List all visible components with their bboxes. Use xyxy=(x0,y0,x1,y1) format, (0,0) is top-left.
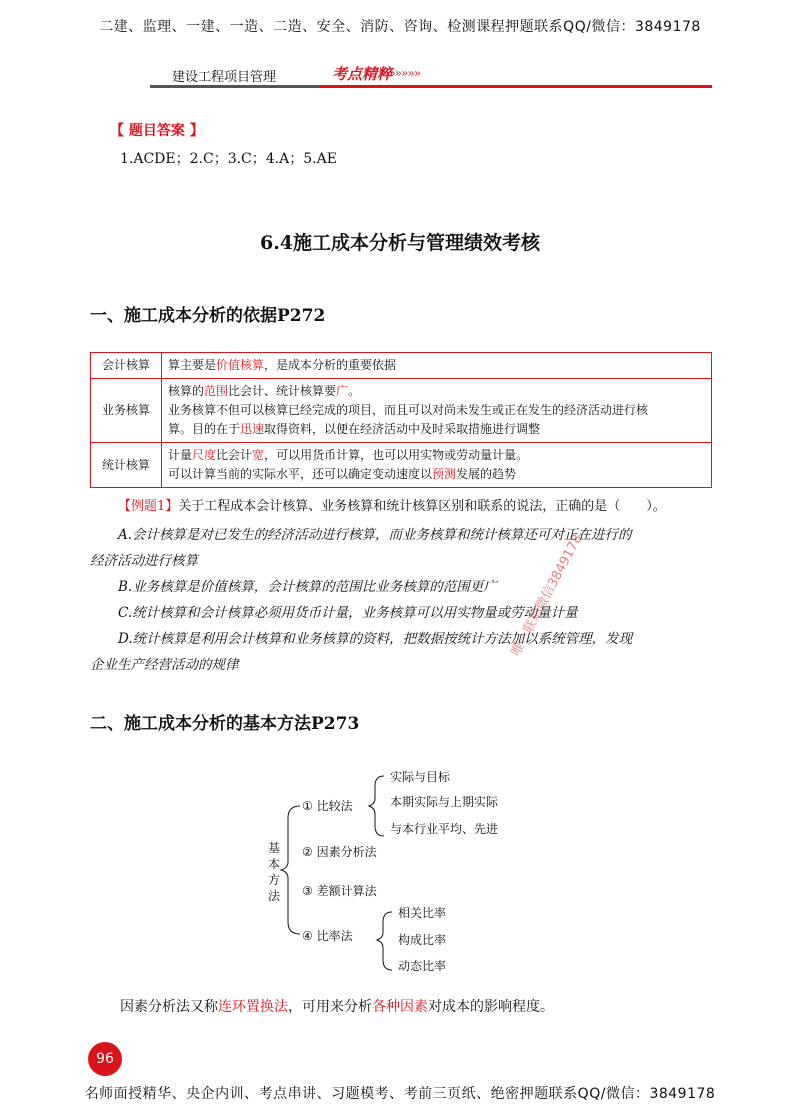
highlight-text: 迅速 xyxy=(240,422,265,436)
section-title: 6.4施工成本分析与管理绩效考核 xyxy=(259,232,541,254)
compare-sub-3: 与本行业平均、先进 xyxy=(390,822,499,836)
highlight-text: 范围 xyxy=(204,384,229,398)
content-text: 。 xyxy=(348,384,361,398)
answer-title: 【 题目答案 】 xyxy=(110,123,204,139)
content-text: 可以计算当前的实际水平，还可以确定变动速度以 xyxy=(168,467,433,481)
content-text: 发展的趋势 xyxy=(456,467,517,481)
mindmap-root-4: 法 xyxy=(268,889,281,903)
ratio-sub-1: 相关比率 xyxy=(398,906,447,920)
highlight-text: 各种因素 xyxy=(372,999,428,1015)
compare-sub-1: 实际与目标 xyxy=(390,770,451,784)
option-c-line1: C.统计核算和会计核算必须用货币计量，业务核算可以用实物量或劳动量计量 xyxy=(118,605,578,621)
book-title: 建设工程项目管理 xyxy=(172,70,277,85)
highlight-text: 尺度 xyxy=(192,448,217,462)
content-text: ，是成本分析的重要依据 xyxy=(264,358,397,372)
option-a-line1: A.会计核算是对已发生的经济活动进行核算，而业务核算和统计核算还可对正在进行的 xyxy=(118,527,632,543)
method-difference: ③ 差额计算法 xyxy=(302,884,377,898)
content-text: 算主要是 xyxy=(168,358,217,372)
option-a-line2: 经济活动进行核算 xyxy=(90,553,198,569)
factor-analysis-note xyxy=(120,996,554,1016)
heading-basis: 一、施工成本分析的依据P272 xyxy=(90,306,326,326)
ratio-sub-3: 动态比率 xyxy=(398,959,447,973)
highlight-text: 连环置换法 xyxy=(218,999,288,1015)
content-text: 比会计、统计核算要 xyxy=(228,384,337,398)
highlight-text: 预测 xyxy=(432,467,457,481)
watermark: 唯一联系微信3849178 xyxy=(508,531,586,659)
note-text: ，可用来分析 xyxy=(288,999,372,1015)
content-text: 业务核算不但可以核算已经完成的项目，而且可以对尚未发生或正在发生的经济活动进行核 xyxy=(168,403,649,417)
content-text: 比会计 xyxy=(216,448,253,462)
option-d-line2: 企业生产经营活动的规律 xyxy=(90,657,239,673)
top-banner: 二建、监理、一建、一造、二造、安全、消防、咨询、检测课程押题联系QQ/微信：3849178 xyxy=(99,19,701,35)
row-label: 会计核算 xyxy=(91,353,162,379)
highlight-text: 价值核算 xyxy=(216,358,265,372)
ratio-sub-2: 构成比率 xyxy=(398,933,447,947)
example-tag: 【例题1】 xyxy=(118,499,179,514)
mindmap-root-1: 基 xyxy=(268,841,281,855)
method-factor: ② 因素分析法 xyxy=(302,845,377,859)
method-ratio: ④ 比率法 xyxy=(302,929,353,943)
compare-brace xyxy=(369,776,384,836)
row-label: 统计核算 xyxy=(91,443,162,488)
content-text: 取得资料，以便在经济活动中及时采取措施进行调整 xyxy=(264,422,541,436)
option-d-line1: D.统计核算是利用会计核算和业务核算的资料，把数据按统计方法加以系统管理，发现 xyxy=(118,631,633,647)
row-label: 业务核算 xyxy=(91,379,162,443)
mindmap-root-3: 方 xyxy=(268,873,281,887)
content-text: ，可以用货币计算，也可以用实物或劳动量计量。 xyxy=(264,448,529,462)
highlight-text: 宽 xyxy=(252,448,265,462)
main-brace xyxy=(281,806,300,934)
chapter-tag: 考点精粹 xyxy=(332,65,393,83)
highlight-text: 广 xyxy=(336,384,349,398)
note-text: 因素分析法又称 xyxy=(120,999,218,1015)
method-compare: ① 比较法 xyxy=(302,799,353,813)
arrows-decoration: »»»»»» xyxy=(382,66,421,80)
note-text: 对成本的影响程度。 xyxy=(428,999,554,1015)
content-text: 计量 xyxy=(168,448,193,462)
mindmap-root-2: 本 xyxy=(268,857,281,871)
answer-text: 1.ACDE；2.C；3.C；4.A；5.AE xyxy=(120,151,337,167)
example-stem: 关于工程成本会计核算、业务核算和统计核算区别和联系的说法，正确的是（ ）。 xyxy=(178,499,666,514)
heading-methods: 二、施工成本分析的基本方法P273 xyxy=(90,714,360,734)
bottom-banner: 名师面授精华、央企内训、考点串讲、习题模考、考前三页纸、绝密押题联系QQ/微信：3849178 xyxy=(84,1086,716,1102)
option-b-line1: B.业务核算是价值核算，会计核算的范围比业务核算的范围更广 xyxy=(118,579,497,595)
page-number: 96 xyxy=(88,1042,122,1076)
content-text: 算。目的在于 xyxy=(168,422,241,436)
content-text: 核算的 xyxy=(168,384,205,398)
compare-sub-2: 本期实际与上期实际 xyxy=(390,795,499,809)
ratio-brace xyxy=(377,912,392,970)
